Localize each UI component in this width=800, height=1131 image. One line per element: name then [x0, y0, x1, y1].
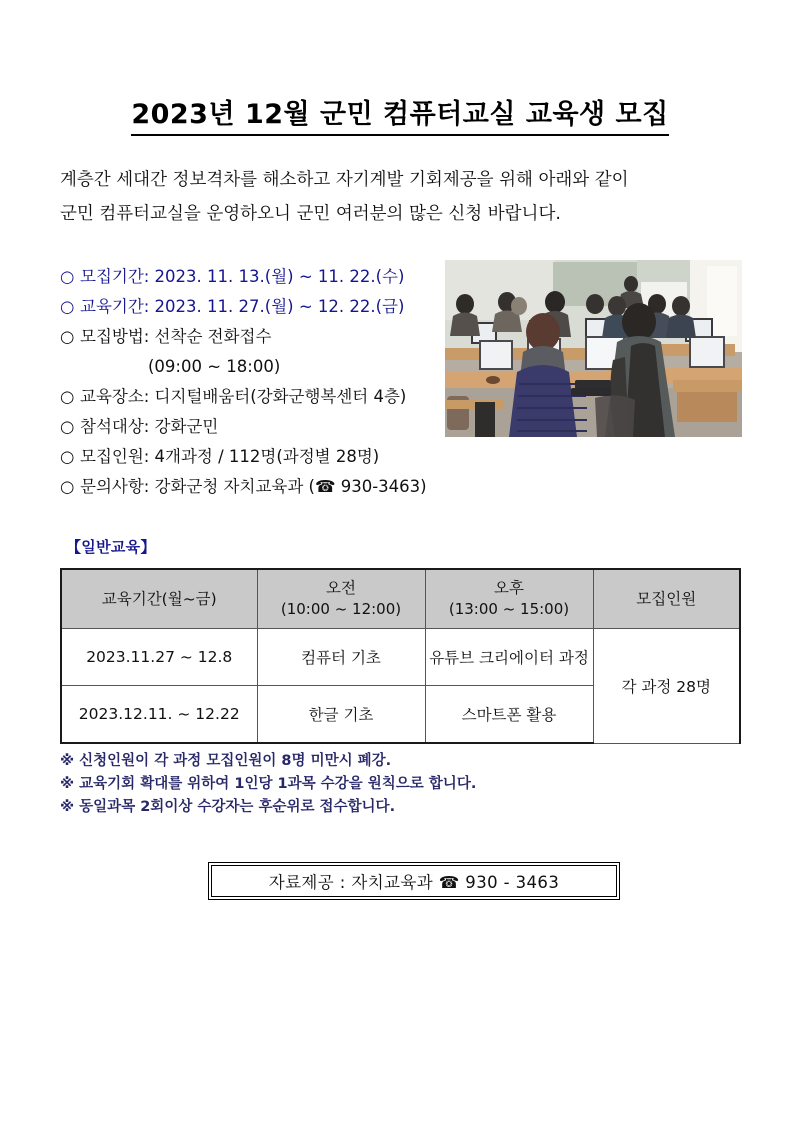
bullet-marker: ○	[60, 297, 75, 316]
column-header-capacity-line1: 모집인원	[636, 589, 697, 608]
bullet-item-apply-method	[60, 322, 480, 352]
intro-line-2: 군민 컴퓨터교실을 운영하오니 군민 여러분의 많은 신청 바랍니다.	[60, 204, 561, 224]
bullet-marker: ○	[60, 327, 75, 346]
column-header-morning-line2: (10:00 ~ 12:00)	[280, 600, 402, 618]
source-info-box-inner-border	[211, 865, 617, 897]
table-header	[61, 569, 740, 629]
classroom-photo	[445, 260, 742, 437]
page-title	[0, 92, 800, 136]
info-bullet-list	[60, 262, 480, 502]
table-header-row	[61, 569, 740, 629]
bullet-item-capacity	[60, 442, 480, 472]
bullet-item-recruit-period	[60, 262, 480, 292]
bullet-label: 교육기간: 2023. 11. 27.(월) ~ 12. 22.(금)	[80, 297, 405, 316]
bullet-item-target	[60, 412, 480, 442]
note-item-repeat-applicant-priority: ※ 동일과목 2회이상 수강자는 후순위로 접수합니다.	[60, 799, 396, 815]
bullet-item-apply-hours: (09:00 ~ 18:00)	[148, 357, 281, 376]
source-info-box	[208, 862, 620, 900]
bullet-marker: ○	[60, 477, 75, 496]
column-header-afternoon-line1: 오후	[494, 579, 524, 597]
column-header-capacity	[593, 569, 740, 629]
column-header-period	[61, 569, 257, 629]
bullet-label: 교육장소: 디지털배움터(강화군행복센터 4층)	[80, 387, 407, 406]
cell-afternoon-course: 스마트폰 활용	[425, 686, 593, 744]
bullet-marker: ○	[60, 447, 75, 466]
bullet-label: 모집인원: 4개과정 / 112명(과정별 28명)	[80, 447, 380, 466]
column-header-afternoon-line2: (13:00 ~ 15:00)	[448, 600, 570, 618]
table-body	[61, 629, 740, 744]
cell-capacity-merged: 각 과정 28명	[593, 629, 740, 744]
cell-morning-course: 컴퓨터 기초	[257, 629, 425, 686]
column-header-afternoon	[425, 569, 593, 629]
notes-list	[60, 750, 740, 819]
column-header-period-line1: 교육기간(월~금)	[101, 589, 217, 608]
cell-period: 2023.12.11. ~ 12.22	[61, 686, 257, 744]
bullet-item-location	[60, 382, 480, 412]
column-header-morning-line1: 오전	[326, 579, 356, 597]
bullet-marker: ○	[60, 387, 75, 406]
bullet-label: 참석대상: 강화군민	[80, 417, 219, 436]
section-label-general-education: 【일반교육】	[66, 538, 156, 556]
bullet-marker: ○	[60, 417, 75, 436]
bullet-label: 모집기간: 2023. 11. 13.(월) ~ 11. 22.(수)	[80, 267, 405, 286]
cell-period: 2023.11.27 ~ 12.8	[61, 629, 257, 686]
classroom-photo-image	[445, 260, 742, 437]
course-schedule-table	[60, 568, 741, 744]
bullet-item-training-period	[60, 292, 480, 322]
bullet-item-contact	[60, 472, 480, 502]
cell-afternoon-course: 유튜브 크리에이터 과정	[425, 629, 593, 686]
bullet-label: 모집방법: 선착순 전화접수	[80, 327, 272, 346]
column-header-morning	[257, 569, 425, 629]
note-item-minimum-enrollment: ※ 신청인원이 각 과정 모집인원이 8명 미만시 폐강.	[60, 753, 392, 769]
table-row	[61, 629, 740, 686]
intro-paragraph	[60, 163, 750, 231]
intro-line-1: 계층간 세대간 정보격차를 해소하고 자기계발 기회제공을 위해 아래와 같이	[60, 170, 629, 190]
cell-morning-course: 한글 기초	[257, 686, 425, 744]
source-info-text: 자료제공 : 자치교육과 ☎ 930 - 3463	[268, 873, 560, 892]
bullet-marker: ○	[60, 267, 75, 286]
bullet-label: 문의사항: 강화군청 자치교육과 (☎ 930-3463)	[80, 477, 427, 496]
page-title-text: 2023년 12월 군민 컴퓨터교실 교육생 모집	[131, 92, 668, 136]
note-item-one-course-per-person: ※ 교육기회 확대를 위하여 1인당 1과목 수강을 원칙으로 합니다.	[60, 776, 477, 792]
